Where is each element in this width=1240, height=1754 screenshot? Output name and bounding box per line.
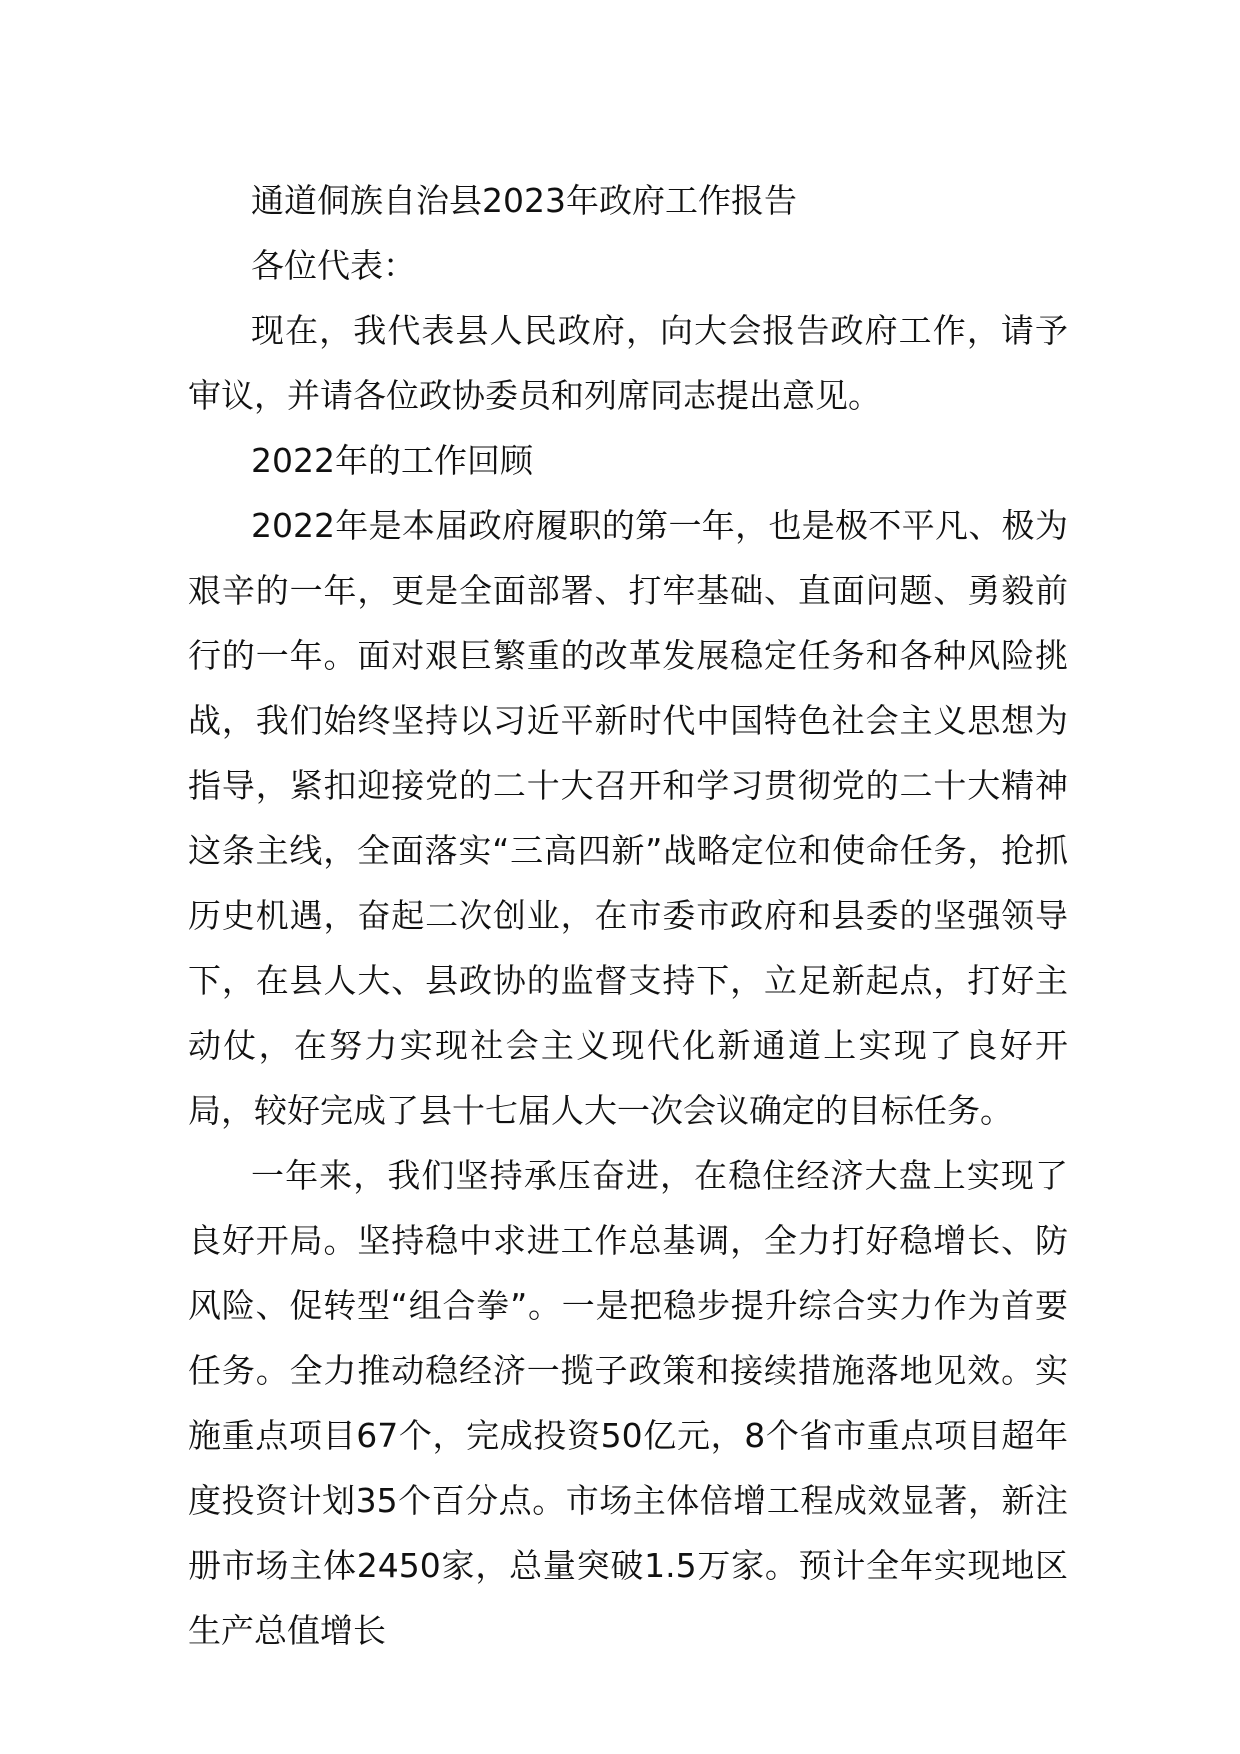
salutation: 各位代表： [251,246,416,285]
document-title: 通道侗族自治县2023年政府工作报告 [251,181,797,220]
document-body [188,168,1068,1663]
paragraph-economy: 一年来，我们坚持承压奋进，在稳住经济大盘上实现了良好开局。坚持稳中求进工作总基调，全力打好稳增长、防风险、促转型“组合拳”。一是把稳步提升综合实力作为首要任务。全力推动稳经济一揽子政策和接续措施落地见效。实施重点项目67个，完成投资50亿元，8个省市重点项目超年度投资计划35个百分点。市场主体倍增工程成效显著，新注册市场主体2450家，总量突破1.5万家。预计全年实现地区生产总值增长 [188,1156,1068,1650]
paragraph-review: 2022年是本届政府履职的第一年，也是极不平凡、极为艰辛的一年，更是全面部署、打牢基础、直面问题、勇毅前行的一年。面对艰巨繁重的改革发展稳定任务和各种风险挑战，我们始终坚持以习近平新时代中国特色社会主义思想为指导，紧扣迎接党的二十大召开和学习贯彻党的二十大精神这条主线，全面落实“三高四新”战略定位和使命任务，抢抓历史机遇，奋起二次创业，在市委市政府和县委的坚强领导下，在县人大、县政协的监督支持下，立足新起点，打好主动仗，在努力实现社会主义现代化新通道上实现了良好开局，较好完成了县十七届人大一次会议确定的目标任务。 [188,506,1068,1130]
section-heading: 2022年的工作回顾 [251,441,533,480]
paragraph-intro: 现在，我代表县人民政府，向大会报告政府工作，请予审议，并请各位政协委员和列席同志提出意见。 [188,311,1068,415]
